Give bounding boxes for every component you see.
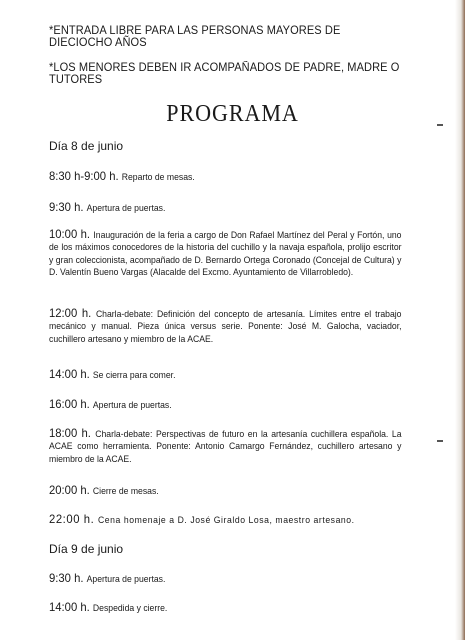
entry-description: Cierre de mesas. [92, 486, 159, 496]
page-edge-shadow [455, 0, 465, 640]
schedule-entry [49, 572, 402, 585]
entry-time: 22:00 h. [49, 512, 98, 526]
schedule-entry [49, 307, 402, 345]
schedule-entry [49, 427, 402, 465]
schedule-entry [49, 170, 402, 183]
margin-mark [437, 124, 443, 126]
entry-time: 14:00 h. [49, 600, 93, 614]
entry-time: 18:00 h. [49, 426, 96, 440]
entry-description: Se cierra para comer. [92, 370, 176, 380]
entry-time: 9:30 h. [49, 200, 87, 214]
day-heading-1: Día 8 de junio [49, 139, 124, 153]
schedule-entry [49, 398, 402, 411]
entry-time: 16:00 h. [49, 397, 93, 411]
entry-description: Despedida y cierre. [92, 603, 168, 613]
entry-time: 10:00 h. [49, 227, 94, 241]
entry-description: Charla-debate: Definición del concepto de artesanía. Límites entre el trabajo mecánico y manual. Pieza única versus serie. Ponente: José M. Galocha, vaciador, cuchillero artesano y miembro de la ACAE. [49, 309, 402, 344]
entry-description: Apertura de puertas. [92, 400, 172, 410]
entry-time: 14:00 h. [49, 367, 93, 381]
program-title: PROGRAMA [166, 101, 299, 127]
entry-description: Charla-debate: Perspectivas de futuro en la artesanía cuchillera española. La ACAE como herramienta. Ponente: Antonio Camargo Fernández, cuchillero artesano y miembro de la ACAE. [49, 429, 402, 464]
entry-time: 20:00 h. [49, 483, 93, 497]
entry-description: Apertura de puertas. [86, 203, 166, 213]
entry-description: Inauguración de la feria a cargo de Don Rafael Martínez del Peral y Fortón, uno de los máximos conocedores de la historia del cuchillo y la navaja española, prolijo escritor y gran coleccionista, acompañado de D. Bernardo Ortega Coronado (Concejal de Cultura) y D. Valentín Bueno Vargas (Alacalde del Excmo. Ayuntamiento de Villarrobledo). [49, 230, 402, 278]
schedule-entry [49, 484, 402, 497]
entry-time: 9:30 h. [49, 571, 87, 585]
schedule-entry [49, 228, 402, 279]
schedule-entry [49, 601, 402, 614]
entry-description: Apertura de puertas. [86, 574, 166, 584]
margin-mark [437, 440, 443, 442]
schedule-entry [49, 368, 402, 381]
schedule-entry [49, 513, 402, 526]
entry-description: Reparto de mesas. [121, 172, 195, 182]
notice-adults-free-entry: *ENTRADA LIBRE PARA LAS PERSONAS MAYORES DE DIECIOCHO AÑOS [49, 25, 341, 49]
day-heading-2: Día 9 de junio [49, 542, 124, 556]
entry-time: 12:00 h. [49, 306, 96, 320]
notice-minors-accompanied: *LOS MENORES DEBEN IR ACOMPAÑADOS DE PADRE, MADRE O TUTORES [49, 62, 400, 86]
entry-description: Cena homenaje a D. José Giraldo Losa, maestro artesano. [97, 515, 355, 525]
schedule-entry [49, 201, 402, 214]
entry-time: 8:30 h-9:00 h. [49, 169, 122, 183]
